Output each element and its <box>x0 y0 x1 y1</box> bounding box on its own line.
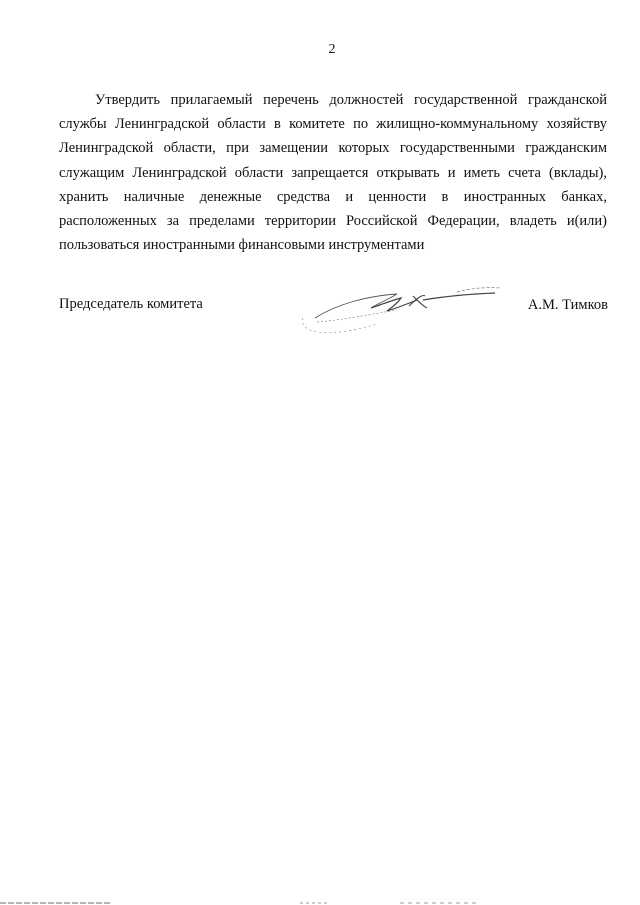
decree-paragraph: Утвердить прилагаемый перечень должностей государственной гражданской службы Ленинградской области в комитете по жилищно-коммунальному хозяйству Ленинградской области, при замещении которых государственными гражданским служащим Ленинградской области запрещается открывать и иметь счета (вклады), хранить наличные денежные средства и ценности в иностранных банках, расположенных за пределами территории Российской Федерации, владеть и(или) пользоваться иностранными финансовыми инструментами <box>59 92 607 254</box>
signer-name: А.М. Тимков <box>527 297 608 313</box>
scan-edge-artifact <box>0 899 640 905</box>
signer-title: Председатель комитета <box>59 296 203 312</box>
signature-block <box>59 296 608 356</box>
page-number: 2 <box>328 42 336 57</box>
handwritten-signature <box>297 284 507 344</box>
